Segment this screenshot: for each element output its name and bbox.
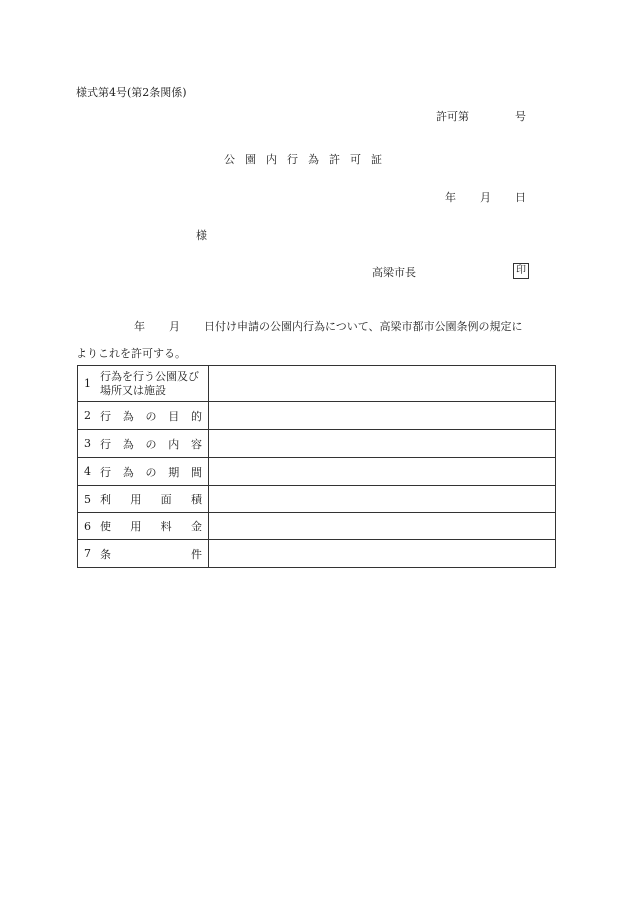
permit-suffix: 号: [515, 110, 526, 123]
row-number: 6: [84, 519, 91, 533]
row-value-cell[interactable]: [209, 486, 556, 513]
row-value-cell[interactable]: [209, 540, 556, 568]
table-row: [78, 430, 556, 458]
row-label: 行為の内容: [100, 437, 202, 451]
date-day: 日: [515, 191, 526, 204]
row-label-cell: [78, 458, 209, 486]
row-value-cell[interactable]: [209, 513, 556, 540]
permit-prefix: 許可第: [436, 110, 469, 123]
row-value-cell[interactable]: [209, 402, 556, 430]
row-value-cell[interactable]: [209, 458, 556, 486]
row-label-cell: [78, 486, 209, 513]
row-label: 行為の目的: [100, 409, 202, 423]
form-number: 様式第4号(第2条関係): [76, 86, 187, 99]
row-value-cell[interactable]: [209, 430, 556, 458]
row-number: 4: [84, 465, 91, 478]
date-month: 月: [480, 191, 491, 204]
table-row: [78, 513, 556, 540]
body-year: 年: [134, 320, 145, 333]
addressee-suffix: 様: [196, 229, 207, 242]
row-label: 利用面積: [100, 493, 202, 506]
body-text-line2: よりこれを許可する。: [76, 347, 186, 360]
row-label-cell: [78, 430, 209, 458]
date-year: 年: [445, 191, 456, 204]
row-number: 5: [84, 492, 91, 506]
row-label-cell: [78, 402, 209, 430]
table-row: [78, 458, 556, 486]
body-month: 月: [169, 320, 180, 333]
table-row: [78, 402, 556, 430]
issuer: 高梁市長: [372, 266, 416, 279]
row-number: 3: [84, 437, 91, 450]
row-label: 行為を行う公園及び場所又は施設: [100, 369, 199, 397]
row-label-cell: [78, 540, 209, 568]
row-value-cell[interactable]: [209, 366, 556, 402]
table-row: [78, 366, 556, 402]
row-label: 使用料金: [100, 520, 202, 533]
issue-date: [445, 189, 526, 205]
table-row: [78, 540, 556, 568]
row-label-cell: [78, 513, 209, 540]
row-number: 2: [84, 409, 91, 422]
table-row: [78, 486, 556, 513]
seal-icon: 印: [513, 263, 529, 279]
body-text-line1: [76, 318, 523, 334]
row-number: 7: [84, 547, 91, 560]
body-line1-text: 日付け申請の公園内行為について、高梁市都市公園条例の規定に: [204, 320, 523, 333]
permit-details-table: [77, 365, 556, 568]
row-label-cell: [78, 366, 209, 402]
row-label: 行為の期間: [100, 465, 202, 479]
row-number: 1: [84, 377, 91, 390]
document-title: 公園内行為許可証: [224, 153, 392, 166]
permit-number-line: [436, 108, 526, 124]
row-label: 条件: [100, 547, 202, 561]
